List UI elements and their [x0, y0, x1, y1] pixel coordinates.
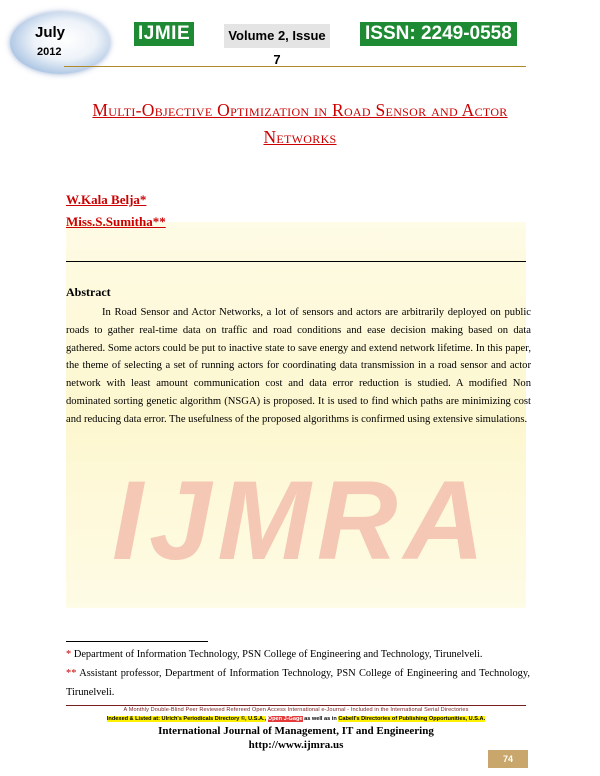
indexing-cabell: Cabell's Directories of Publishing Opportunities, U.S.A. — [338, 716, 486, 722]
footnote-1-mark: * — [66, 649, 72, 660]
journal-name: International Journal of Management, IT and Engineering — [158, 725, 434, 737]
journal-url[interactable]: http://www.ijmra.us — [248, 739, 344, 751]
footnote-2-text: Assistant professor, Department of Information Technology, PSN College of Engineering and Technology, Tirunelveli. — [66, 668, 530, 698]
page-number: 74 — [488, 750, 528, 768]
footer-description: A Monthly Double-Blind Peer Reviewed Refereed Open Access International e-Journal - Included in the International Serial Directories — [123, 707, 469, 713]
indexing-openjgage: Open J-Gage — [267, 716, 303, 722]
issue-year: 2012 — [37, 46, 62, 58]
header-divider — [64, 66, 526, 67]
volume-issue: Volume 2, Issue 7 — [224, 24, 330, 48]
abstract-body: In Road Sensor and Actor Networks, a lot of sensors and actors are arbitrarily deployed on public roads to gather real-time data on traffic and road conditions and ease decision making based on data gathered. Some actors could be put to inactive state to save energy and extend network lifetime. In this paper, the theme of selecting a set of running actors for coordinating data transmission in a road sensor and actor network with least amount communication cost and data error reduction is studied. A modified Non dominated sorting genetic algorithm (NSGA) is proposed. It is used to find which paths are minimizing cost and reducing data error. The usefulness of the proposed algorithms is confirmed using extensive simulations. — [66, 307, 531, 425]
author-2[interactable]: Miss.S.Sumitha** — [66, 214, 166, 229]
abstract-heading: Abstract — [66, 285, 111, 299]
issn-badge: ISSN: 2249-0558 — [360, 22, 517, 46]
date-badge — [10, 12, 110, 74]
footnote-divider — [66, 641, 208, 642]
watermark-text: IJMRA — [112, 458, 491, 583]
footer-indexing — [66, 716, 526, 722]
issue-month: July — [35, 24, 66, 41]
footnote-2 — [66, 664, 530, 702]
abstract-divider — [66, 261, 526, 262]
indexing-connector: as well as in — [304, 716, 337, 722]
journal-abbreviation: IJMIE — [134, 22, 194, 46]
footnote-1-text: Department of Information Technology, PSN College of Engineering and Technology, Tirunelveli. — [73, 649, 483, 660]
author-1[interactable]: W.Kala Belja* — [66, 192, 147, 207]
footnote-2-mark: ** — [66, 668, 77, 679]
footnote-1 — [66, 645, 530, 664]
footer-divider — [66, 705, 526, 706]
paper-title: Multi-Objective Optimization in Road Sensor and Actor Networks — [92, 100, 508, 147]
indexing-ulrich: Indexed & Listed at: Ulrich's Periodicals Directory ©, U.S.A., — [106, 716, 267, 722]
